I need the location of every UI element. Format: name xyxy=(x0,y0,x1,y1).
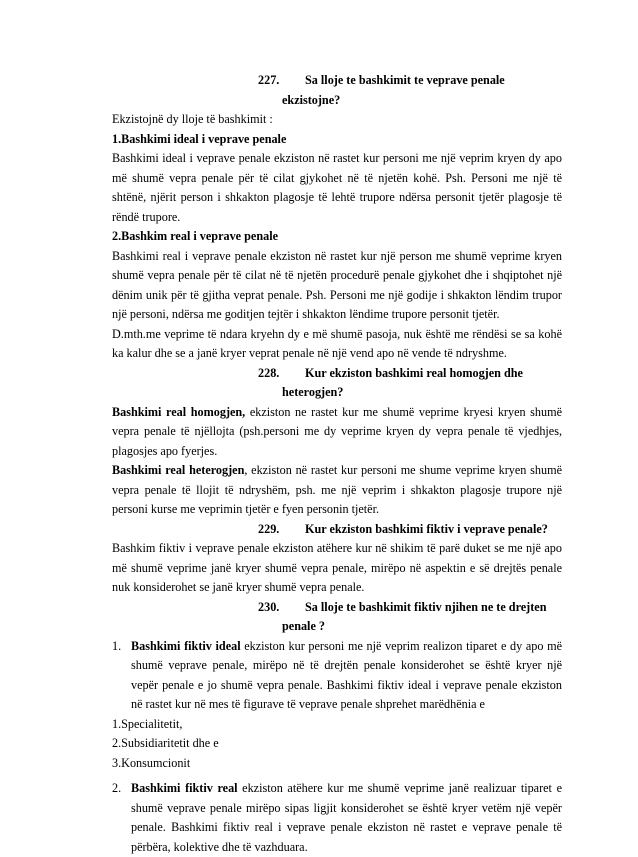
question-number: 229. xyxy=(258,521,280,536)
list-item-fiktiv-ideal xyxy=(112,637,562,715)
term-fiktiv-ideal: Bashkimi fiktiv ideal xyxy=(131,638,241,653)
list-item-body xyxy=(131,637,562,715)
question-heading-228 xyxy=(112,364,562,403)
relation-item: 3.Konsumcionit xyxy=(112,755,191,770)
question-title-continued: heterogjen? xyxy=(282,385,344,399)
definition-fiktiv-real: ekziston atëhere kur me shumë veprime janë realizuar tiparet e shumë veprave penale mirëpo sipas ligjit konsiderohet se është kryer vetëm një vepër penale. Bashkimi fiktiv real i veprave penale ekziston në rastet e veprave penale të përbëra, kolektive dhe të vazhduara. xyxy=(131,781,562,854)
question-title-continued: penale ? xyxy=(282,619,325,633)
paragraph-fiktiv: Bashkim fiktiv i veprave penale ekziston atëhere kur në shikim të parë duket se me një apo më shumë veprime janë kryer shumë vepra penale, mirëpo në aspektin e së drejtës penale nuk konsiderohet se janë kryer shumë vepra penale. xyxy=(112,541,562,594)
question-heading-229 xyxy=(112,520,562,540)
question-title-continued: ekzistojne? xyxy=(282,92,341,107)
question-heading-230 xyxy=(112,598,562,637)
question-title: Sa lloje te bashkimit fiktiv njihen ne te drejten xyxy=(305,599,547,614)
question-title: Sa lloje te bashkimit te veprave penale xyxy=(305,73,505,87)
question-heading-227 xyxy=(112,71,562,110)
paragraph-heterogjen xyxy=(112,461,562,520)
list-marker: 2. xyxy=(112,781,122,795)
list-marker: 1. xyxy=(112,638,122,653)
list-item-body xyxy=(131,779,562,857)
term-fiktiv-real: Bashkimi fiktiv real xyxy=(131,781,238,795)
document-content xyxy=(112,71,562,857)
definition-homogjen: ekziston ne rastet kur me shumë veprime kryesi kryen shumë vepra penale të njëllojta (psh.personi me dy veprime kryen dy vepra penale të vjedhjes, plagosjes apo fyerjes. xyxy=(112,404,562,458)
section-title-ideal: 1.Bashkimi ideal i veprave penale xyxy=(112,131,287,146)
paragraph-real-note: D.mth.me veprime të ndara kryehn dy e më shumë pasoja, nuk është me rëndësi se sa kohë ka kalur dhe se a janë kryer veprat penale në një vend apo në vende të ndryshme. xyxy=(112,326,562,360)
paragraph-ideal: Bashkimi ideal i veprave penale ekziston në rastet kur personi me një veprim kryen dy apo më shumë vepra penale për të cilat gjykohet në të njetën kohë. Psh. Personi me një të shtënë, njërit person i shkakton plagosje të lehtë trupore ndërsa personit tjetër plagosje të rëndë trupore. xyxy=(112,151,562,224)
relation-item: 1.Specialitetit, xyxy=(112,716,183,731)
question-title: Kur ekziston bashkimi fiktiv i veprave penale? xyxy=(305,521,548,536)
question-number: 228. xyxy=(258,365,280,380)
question-number: 227. xyxy=(258,73,280,87)
term-homogjen: Bashkimi real homogjen, xyxy=(112,404,246,419)
definition-fiktiv-ideal: ekziston kur personi me një veprim realizon tiparet e dy apo më shumë veprave penale, mirëpo në të drejtën penale konsiderohet se është kryer një vepër penale e jo shumë vepra penale. Bashkimi fiktiv ideal i veprave penale ekziston në rastet kur në mes të figurave të veprave penale shprehet marëdhënia e xyxy=(131,638,563,711)
intro-text: Ekzistojnë dy lloje të bashkimit : xyxy=(112,112,273,126)
term-heterogjen: Bashkimi real heterogjen xyxy=(112,463,245,477)
paragraph-homogjen xyxy=(112,403,562,462)
list-item-fiktiv-real xyxy=(112,779,562,857)
definition-heterogjen: , ekziston në rastet kur personi me shume veprime kryen shumë vepra penale të llojit të ndryshëm, psh. me një veprim i shkakton plagosje trupore një personi kurse me veprimin tjetër e fyen personin tjetër. xyxy=(112,463,562,516)
question-number: 230. xyxy=(258,599,280,614)
question-title: Kur ekziston bashkimi real homogjen dhe xyxy=(305,365,523,380)
paragraph-real: Bashkimi real i veprave penale ekziston në rastet kur një person me shumë veprime kryen shumë vepra penale për të cilat në të njetën procedurë penale gjykohet dhe i shqiptohet një dënim unik për të gjitha veprat penale. Psh. Personi me një godije i shkakton lëndim trupor një personi, ndërsa me goditjen tejtër i shkakton lëndime trupore personit tjetër. xyxy=(112,248,562,321)
relation-item: 2.Subsidiaritetit dhe e xyxy=(112,736,219,750)
section-title-real: 2.Bashkim real i veprave penale xyxy=(112,229,278,243)
